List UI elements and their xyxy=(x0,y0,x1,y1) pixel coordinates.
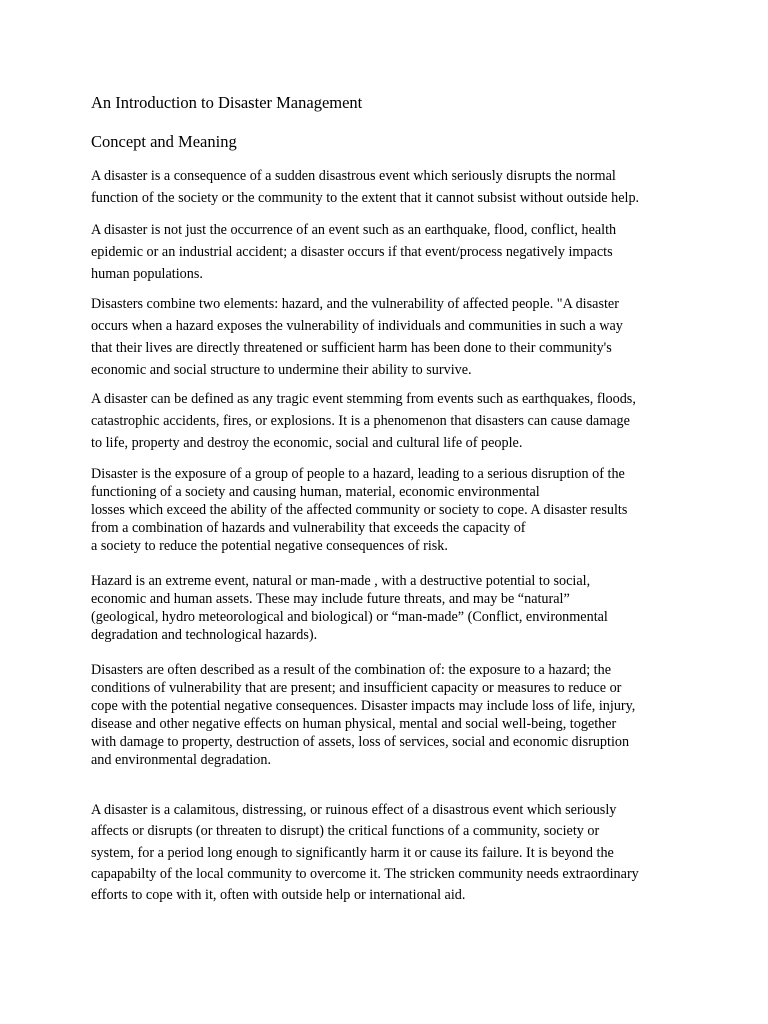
text-line: A disaster is a consequence of a sudden disastrous event which seriously disrupts the normal xyxy=(91,168,616,184)
text-line: with damage to property, destruction of assets, loss of services, social and economic disruption xyxy=(91,734,630,750)
text-line: cope with the potential negative consequences. Disaster impacts may include loss of life, injury, xyxy=(91,698,636,714)
text-line: functioning of a society and causing human, material, economic environmental xyxy=(91,484,540,500)
text-line: conditions of vulnerability that are present; and insufficient capacity or measures to reduce or xyxy=(91,680,622,696)
text-line: Disaster is the exposure of a group of people to a hazard, leading to a serious disruption of the xyxy=(91,466,625,482)
text-line: degradation and technological hazards). xyxy=(91,627,318,643)
text-line: A disaster is a calamitous, distressing, or ruinous effect of a disastrous event which seriously xyxy=(91,802,617,818)
text-line: catastrophic accidents, fires, or explosions. It is a phenomenon that disasters can cause damage xyxy=(91,413,630,429)
document-title: An Introduction to Disaster Management xyxy=(91,93,363,112)
paragraph-7 xyxy=(91,661,691,769)
paragraph-8 xyxy=(91,800,691,906)
text-line: system, for a period long enough to significantly harm it or cause its failure. It is beyond the xyxy=(91,844,614,861)
paragraph-6 xyxy=(91,572,691,644)
text-line: (geological, hydro meteorological and biological) or “man-made” (Conflict, environmental xyxy=(91,609,608,625)
text-line: capapabilty of the local community to overcome it. The stricken community needs extraordinary xyxy=(91,865,639,882)
paragraph-3 xyxy=(91,293,691,381)
text-line: A disaster is not just the occurrence of an event such as an earthquake, flood, conflict, health xyxy=(91,222,617,238)
text-line: epidemic or an industrial accident; a disaster occurs if that event/process negatively impacts xyxy=(91,244,613,260)
text-line: function of the society or the community to the extent that it cannot subsist without outside help. xyxy=(91,190,640,206)
paragraph-2 xyxy=(91,219,691,285)
paragraph-1 xyxy=(91,165,691,209)
text-line: Hazard is an extreme event, natural or man-made , with a destructive potential to social, xyxy=(91,573,591,589)
text-line: to life, property and destroy the economic, social and cultural life of people. xyxy=(91,435,523,451)
text-line: losses which exceed the ability of the affected community or society to cope. A disaster results xyxy=(91,502,628,518)
text-line: occurs when a hazard exposes the vulnerability of individuals and communities in such a way xyxy=(91,318,623,334)
text-line: affects or disrupts (or threaten to disrupt) the critical functions of a community, society or xyxy=(91,823,600,840)
section-heading: Concept and Meaning xyxy=(91,132,237,151)
text-line: disease and other negative effects on human physical, mental and social well-being, together xyxy=(91,716,617,732)
text-line: economic and human assets. These may include future threats, and may be “natural” xyxy=(91,591,570,607)
text-line: Disasters combine two elements: hazard, and the vulnerability of affected people. "A disaster xyxy=(91,296,619,312)
text-line: economic and social structure to undermine their ability to survive. xyxy=(91,362,472,378)
text-line: A disaster can be defined as any tragic event stemming from events such as earthquakes, floods, xyxy=(91,391,636,407)
text-line: efforts to cope with it, often with outside help or international aid. xyxy=(91,887,466,904)
text-line: from a combination of hazards and vulnerability that exceeds the capacity of xyxy=(91,520,526,536)
text-line: human populations. xyxy=(91,266,203,282)
text-line: that their lives are directly threatened or sufficient harm has been done to their community's xyxy=(91,340,612,356)
text-line: a society to reduce the potential negative consequences of risk. xyxy=(91,538,448,554)
paragraph-4 xyxy=(91,388,691,454)
paragraph-5 xyxy=(91,465,691,555)
text-line: Disasters are often described as a result of the combination of: the exposure to a hazard; the xyxy=(91,662,612,678)
text-line: and environmental degradation. xyxy=(91,752,272,768)
